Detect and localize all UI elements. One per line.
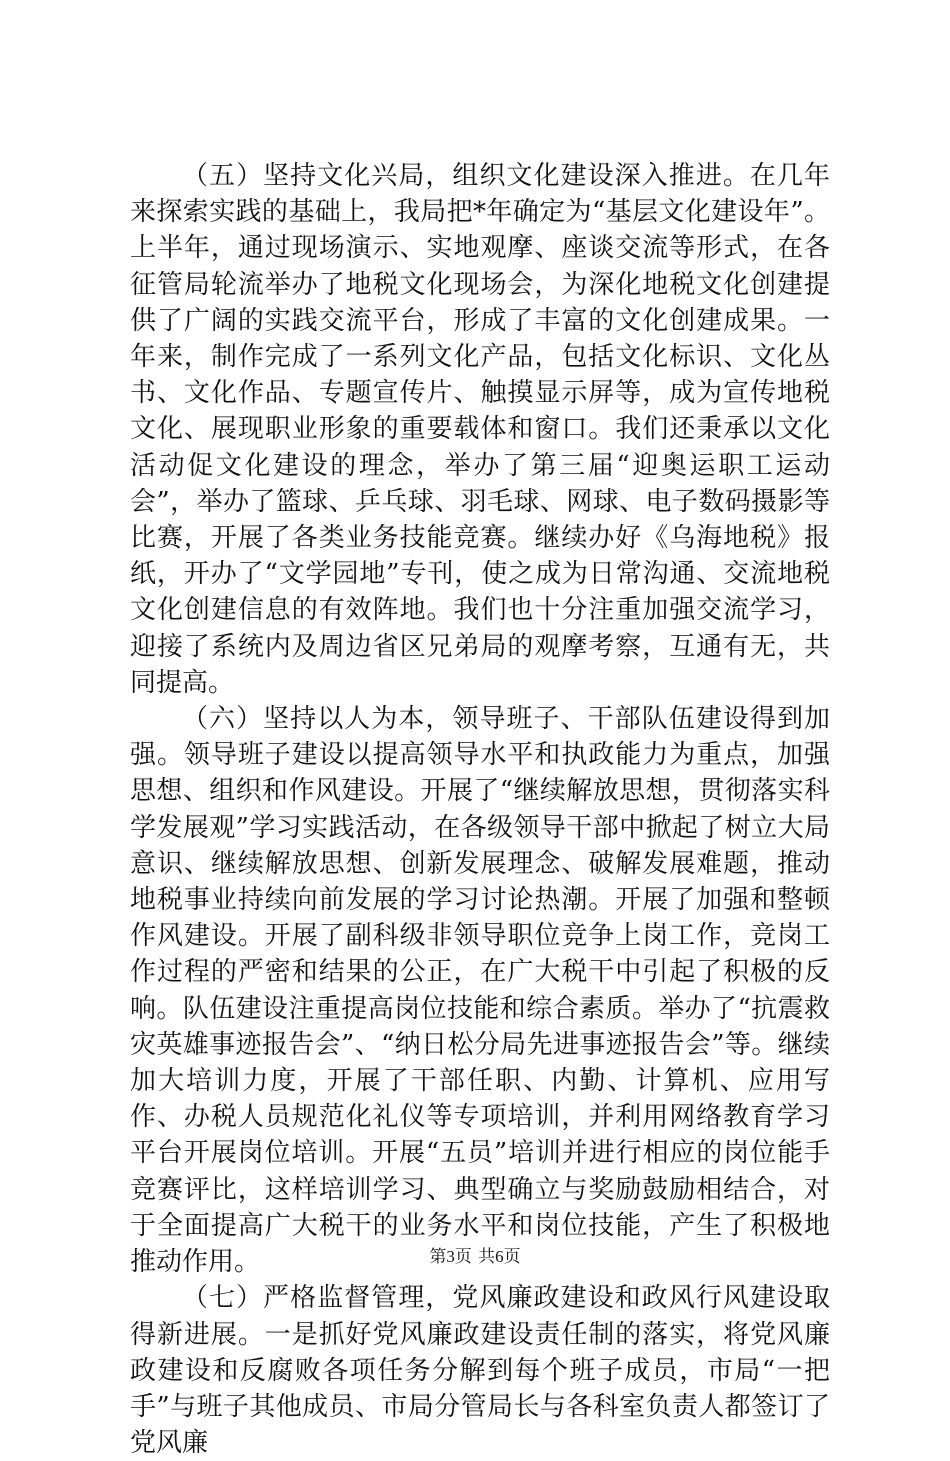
paragraph-culture: （五）坚持文化兴局，组织文化建设深入推进。在几年来探索实践的基础上，我局把*年确定为“基层文化建设年”。上半年，通过现场演示、实地观摩、座谈交流等形式，在各征管局轮流举办了地税文化现场会，为深化地税文化创建提供了广阔的实践交流平台，形成了丰富的文化创建成果。一年来，制作完成了一系列文化产品，包括文化标识、文化丛书、文化作品、专题宣传片、触摸显示屏等，成为宣传地税文化、展现职业形象的重要载体和窗口。我们还秉承以文化活动促文化建设的理念，举办了第三届“迎奥运职工运动会”，举办了篮球、乒乓球、羽毛球、网球、电子数码摄影等比赛，开展了各类业务技能竞赛。继续办好《乌海地税》报纸，开办了“文学园地”专刊，使之成为日常沟通、交流地税文化创建信息的有效阵地。我们也十分注重加强交流学习，迎接了系统内及周边省区兄弟局的观摩考察，互通有无，共同提高。 <box>130 161 830 698</box>
paragraph-leadership: （六）坚持以人为本，领导班子、干部队伍建设得到加强。领导班子建设以提高领导水平和执政能力为重点，加强思想、组织和作风建设。开展了“继续解放思想，贯彻落实科学发展观”学习实践活动，在各级领导干部中掀起了树立大局意识、继续解放思想、创新发展理念、破解发展难题，推动地税事业持续向前发展的学习讨论热潮。开展了加强和整顿作风建设。开展了副科级非领导职位竞争上岗工作，竞岗工作过程的严密和结果的公正，在广大税干中引起了积极的反响。队伍建设注重提高岗位技能和综合素质。举办了“抗震救灾英雄事迹报告会”、“纳日松分局先进事迹报告会”等。继续加大培训力度，开展了干部任职、内勤、计算机、应用写作、办税人员规范化礼仪等专项培训，并利用网络教育学习平台开展岗位培训。开展“五员”培训并进行相应的岗位能手竞赛评比，这样培训学习、典型确立与奖励鼓励相结合，对于全面提高广大税干的业务水平和岗位技能，产生了积极地推动作用。 <box>130 704 830 1278</box>
paragraph-supervision: （七）严格监督管理，党风廉政建设和政风行风建设取得新进展。一是抓好党风廉政建设责任制的落实，将党风廉政建设和反腐败各项任务分解到每个班子成员，市局“一把手”与班子其他成员、市局分管局长与各科室负责人都签订了党风廉 <box>130 1283 830 1459</box>
page-footer <box>0 1242 950 1267</box>
page-number: 第3页 <box>429 1247 472 1266</box>
page-total: 共6页 <box>478 1247 521 1266</box>
